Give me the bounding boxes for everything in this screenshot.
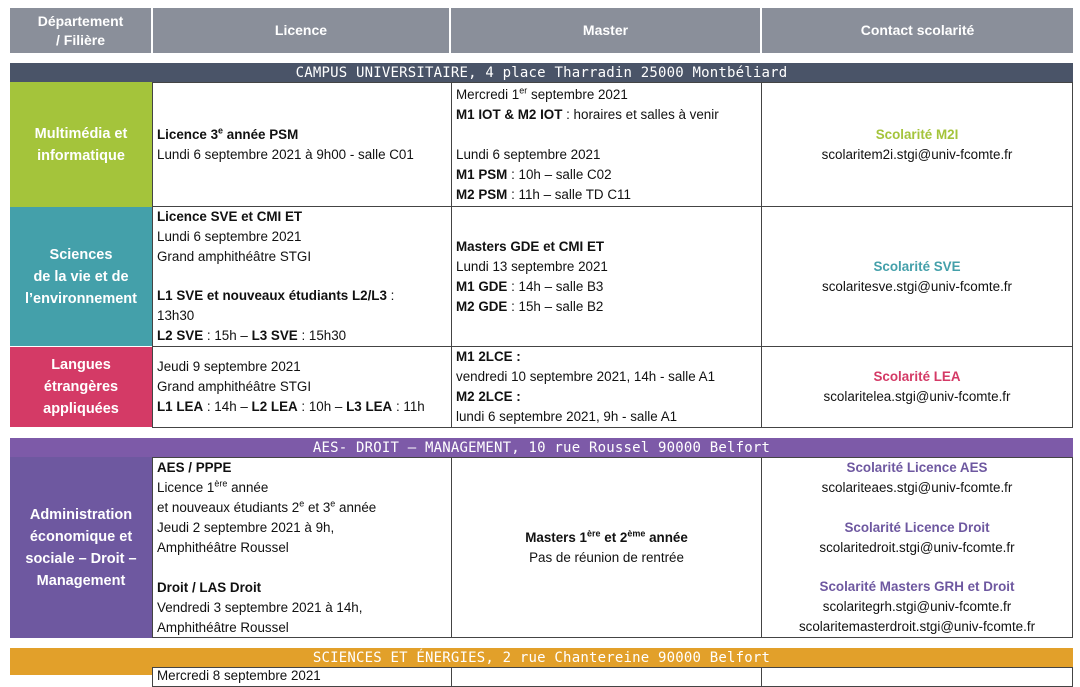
contact-email-link[interactable]: scolaritegrh.stgi@univ-fcomte.fr xyxy=(822,599,1012,614)
campus-bar-montbeliard xyxy=(10,63,1073,82)
campus-bar-sciences-energies xyxy=(10,648,1073,667)
licence-date: Jeudi 2 septembre 2021 à 9h, xyxy=(157,520,335,535)
licence-line: L1 LEA : 14h – L2 LEA : 10h – L3 LEA : 11h xyxy=(157,399,425,414)
master-date: Lundi 6 septembre 2021 xyxy=(456,147,601,162)
master-title: Masters 1ère et 2ème année xyxy=(525,528,688,545)
licence-location: Grand amphithéâtre STGI xyxy=(157,249,312,264)
dept-label-line: informatique xyxy=(37,147,125,164)
licence-location: Amphithéâtre Roussel xyxy=(157,620,289,635)
licence-date: Mercredi 8 septembre 2021 xyxy=(157,668,321,683)
licence-line: L1 SVE et nouveaux étudiants L2/L3 : xyxy=(157,288,395,303)
contact-cell-sve xyxy=(761,206,1073,347)
licence-title: Droit / LAS Droit xyxy=(157,580,262,595)
master-line: M2 GDE : 15h – salle B2 xyxy=(456,298,604,314)
contact-title: Scolarité LEA xyxy=(873,369,961,384)
contact-cell-sci-partial xyxy=(761,667,1073,687)
dept-label-line: Management xyxy=(36,572,126,589)
licence-line: Licence 1ère année xyxy=(157,478,269,495)
master-line: M1 IOT & M2 IOT : horaires et salles à venir xyxy=(456,107,719,122)
header-licence-label: Licence xyxy=(274,22,328,38)
contact-cell-aes xyxy=(761,457,1073,638)
header-master-label: Master xyxy=(582,22,629,38)
dept-label-line: Multimédia et xyxy=(34,125,128,142)
contact-title: Scolarité SVE xyxy=(873,258,961,274)
master-line: M1 GDE : 14h – salle B3 xyxy=(456,278,604,294)
licence-cell-mmi xyxy=(152,82,452,207)
master-line: M1 PSM : 10h – salle C02 xyxy=(456,167,612,182)
dept-label-line: appliquées xyxy=(43,401,119,417)
master-cell-lea xyxy=(451,346,762,428)
licence-date: Lundi 6 septembre 2021 xyxy=(157,229,302,244)
dept-label-line: sociale – Droit – xyxy=(25,550,137,567)
campus-bar-aes xyxy=(10,438,1073,457)
dept-langues-etrangeres xyxy=(10,347,152,427)
contact-email-link[interactable]: scolaritesve.stgi@univ-fcomte.fr xyxy=(822,278,1012,294)
master-cell-mmi xyxy=(451,82,762,207)
dept-label-line: Administration xyxy=(29,506,133,523)
master-cell-aes xyxy=(451,457,762,638)
header-contact-label: Contact scolarité xyxy=(860,22,975,38)
dept-aes-droit-management xyxy=(10,457,152,638)
contact-title: Scolarité Masters GRH et Droit xyxy=(819,579,1015,594)
dept-label-line: l’environnement xyxy=(25,290,137,307)
master-date: Mercredi 1er septembre 2021 xyxy=(456,85,628,102)
header-master xyxy=(451,8,760,53)
licence-cell-sci-partial xyxy=(152,667,452,687)
header-licence xyxy=(153,8,449,53)
header-contact xyxy=(762,8,1073,53)
dept-label-line: Langues xyxy=(51,357,111,373)
dept-label-line: Sciences xyxy=(49,246,113,263)
licence-line: et nouveaux étudiants 2e et 3e année xyxy=(157,498,377,515)
dept-sciences-energies-partial xyxy=(10,667,152,675)
header-departement-line1: Département xyxy=(37,12,124,29)
licence-date: Vendredi 3 septembre 2021 à 14h, xyxy=(157,600,363,615)
contact-cell-mmi xyxy=(761,82,1073,207)
master-line: M2 PSM : 11h – salle TD C11 xyxy=(456,187,631,202)
master-line: vendredi 10 septembre 2021, 14h - salle A1 xyxy=(456,369,716,384)
dept-label-line: étrangères xyxy=(43,379,119,395)
contact-cell-lea xyxy=(761,346,1073,428)
master-title: Masters GDE et CMI ET xyxy=(456,238,605,254)
dept-label-line: économique et xyxy=(29,528,133,545)
campus-bar-label: SCIENCES ET ÉNERGIES, 2 rue Chantereine 90000 Belfort xyxy=(312,649,771,666)
licence-title: Licence 3e année PSM xyxy=(157,125,299,142)
dept-sciences-vie-environnement xyxy=(10,207,152,346)
contact-title: Scolarité M2I xyxy=(875,126,959,142)
contact-email-link[interactable]: scolariteaes.stgi@univ-fcomte.fr xyxy=(821,480,1013,495)
master-line: lundi 6 septembre 2021, 9h - salle A1 xyxy=(456,409,678,424)
dept-multimedia-informatique xyxy=(10,82,152,207)
contact-title: Scolarité Licence Droit xyxy=(844,519,990,535)
master-cell-sci-partial xyxy=(451,667,762,687)
licence-date: Jeudi 9 septembre 2021 xyxy=(157,359,301,374)
campus-bar-label: AES- DROIT – MANAGEMENT, 10 rue Roussel 90000 Belfort xyxy=(312,439,771,456)
header-departement-line2: / Filière xyxy=(55,31,106,48)
master-note: Pas de réunion de rentrée xyxy=(529,549,684,565)
licence-line: L2 SVE : 15h – L3 SVE : 15h30 xyxy=(157,328,347,343)
licence-cell-aes xyxy=(152,457,452,638)
contact-email-link[interactable]: scolaritem2i.stgi@univ-fcomte.fr xyxy=(821,146,1013,162)
dept-label-line: de la vie et de xyxy=(33,268,129,285)
header-departement xyxy=(10,8,151,53)
master-cell-sve xyxy=(451,206,762,347)
contact-title: Scolarité Licence AES xyxy=(846,460,988,475)
licence-schedule: Lundi 6 septembre 2021 à 9h00 - salle C01 xyxy=(157,146,414,162)
master-title: M1 2LCE : xyxy=(456,349,521,364)
licence-title: AES / PPPE xyxy=(157,460,232,475)
licence-cell-sve xyxy=(152,206,452,347)
licence-title: Licence SVE et CMI ET xyxy=(157,209,303,224)
master-title: M2 2LCE : xyxy=(456,389,521,404)
contact-email-link[interactable]: scolaritelea.stgi@univ-fcomte.fr xyxy=(823,389,1011,404)
contact-email-link[interactable]: scolaritemasterdroit.stgi@univ-fcomte.fr xyxy=(798,619,1036,634)
contact-email-link[interactable]: scolaritedroit.stgi@univ-fcomte.fr xyxy=(819,539,1015,555)
licence-location: Amphithéâtre Roussel xyxy=(157,540,289,555)
licence-cell-lea xyxy=(152,346,452,428)
licence-location: Grand amphithéâtre STGI xyxy=(157,379,312,394)
licence-line: 13h30 xyxy=(157,308,195,323)
master-date: Lundi 13 septembre 2021 xyxy=(456,258,608,274)
campus-bar-label: CAMPUS UNIVERSITAIRE, 4 place Tharradin 25000 Montbéliard xyxy=(295,64,788,81)
